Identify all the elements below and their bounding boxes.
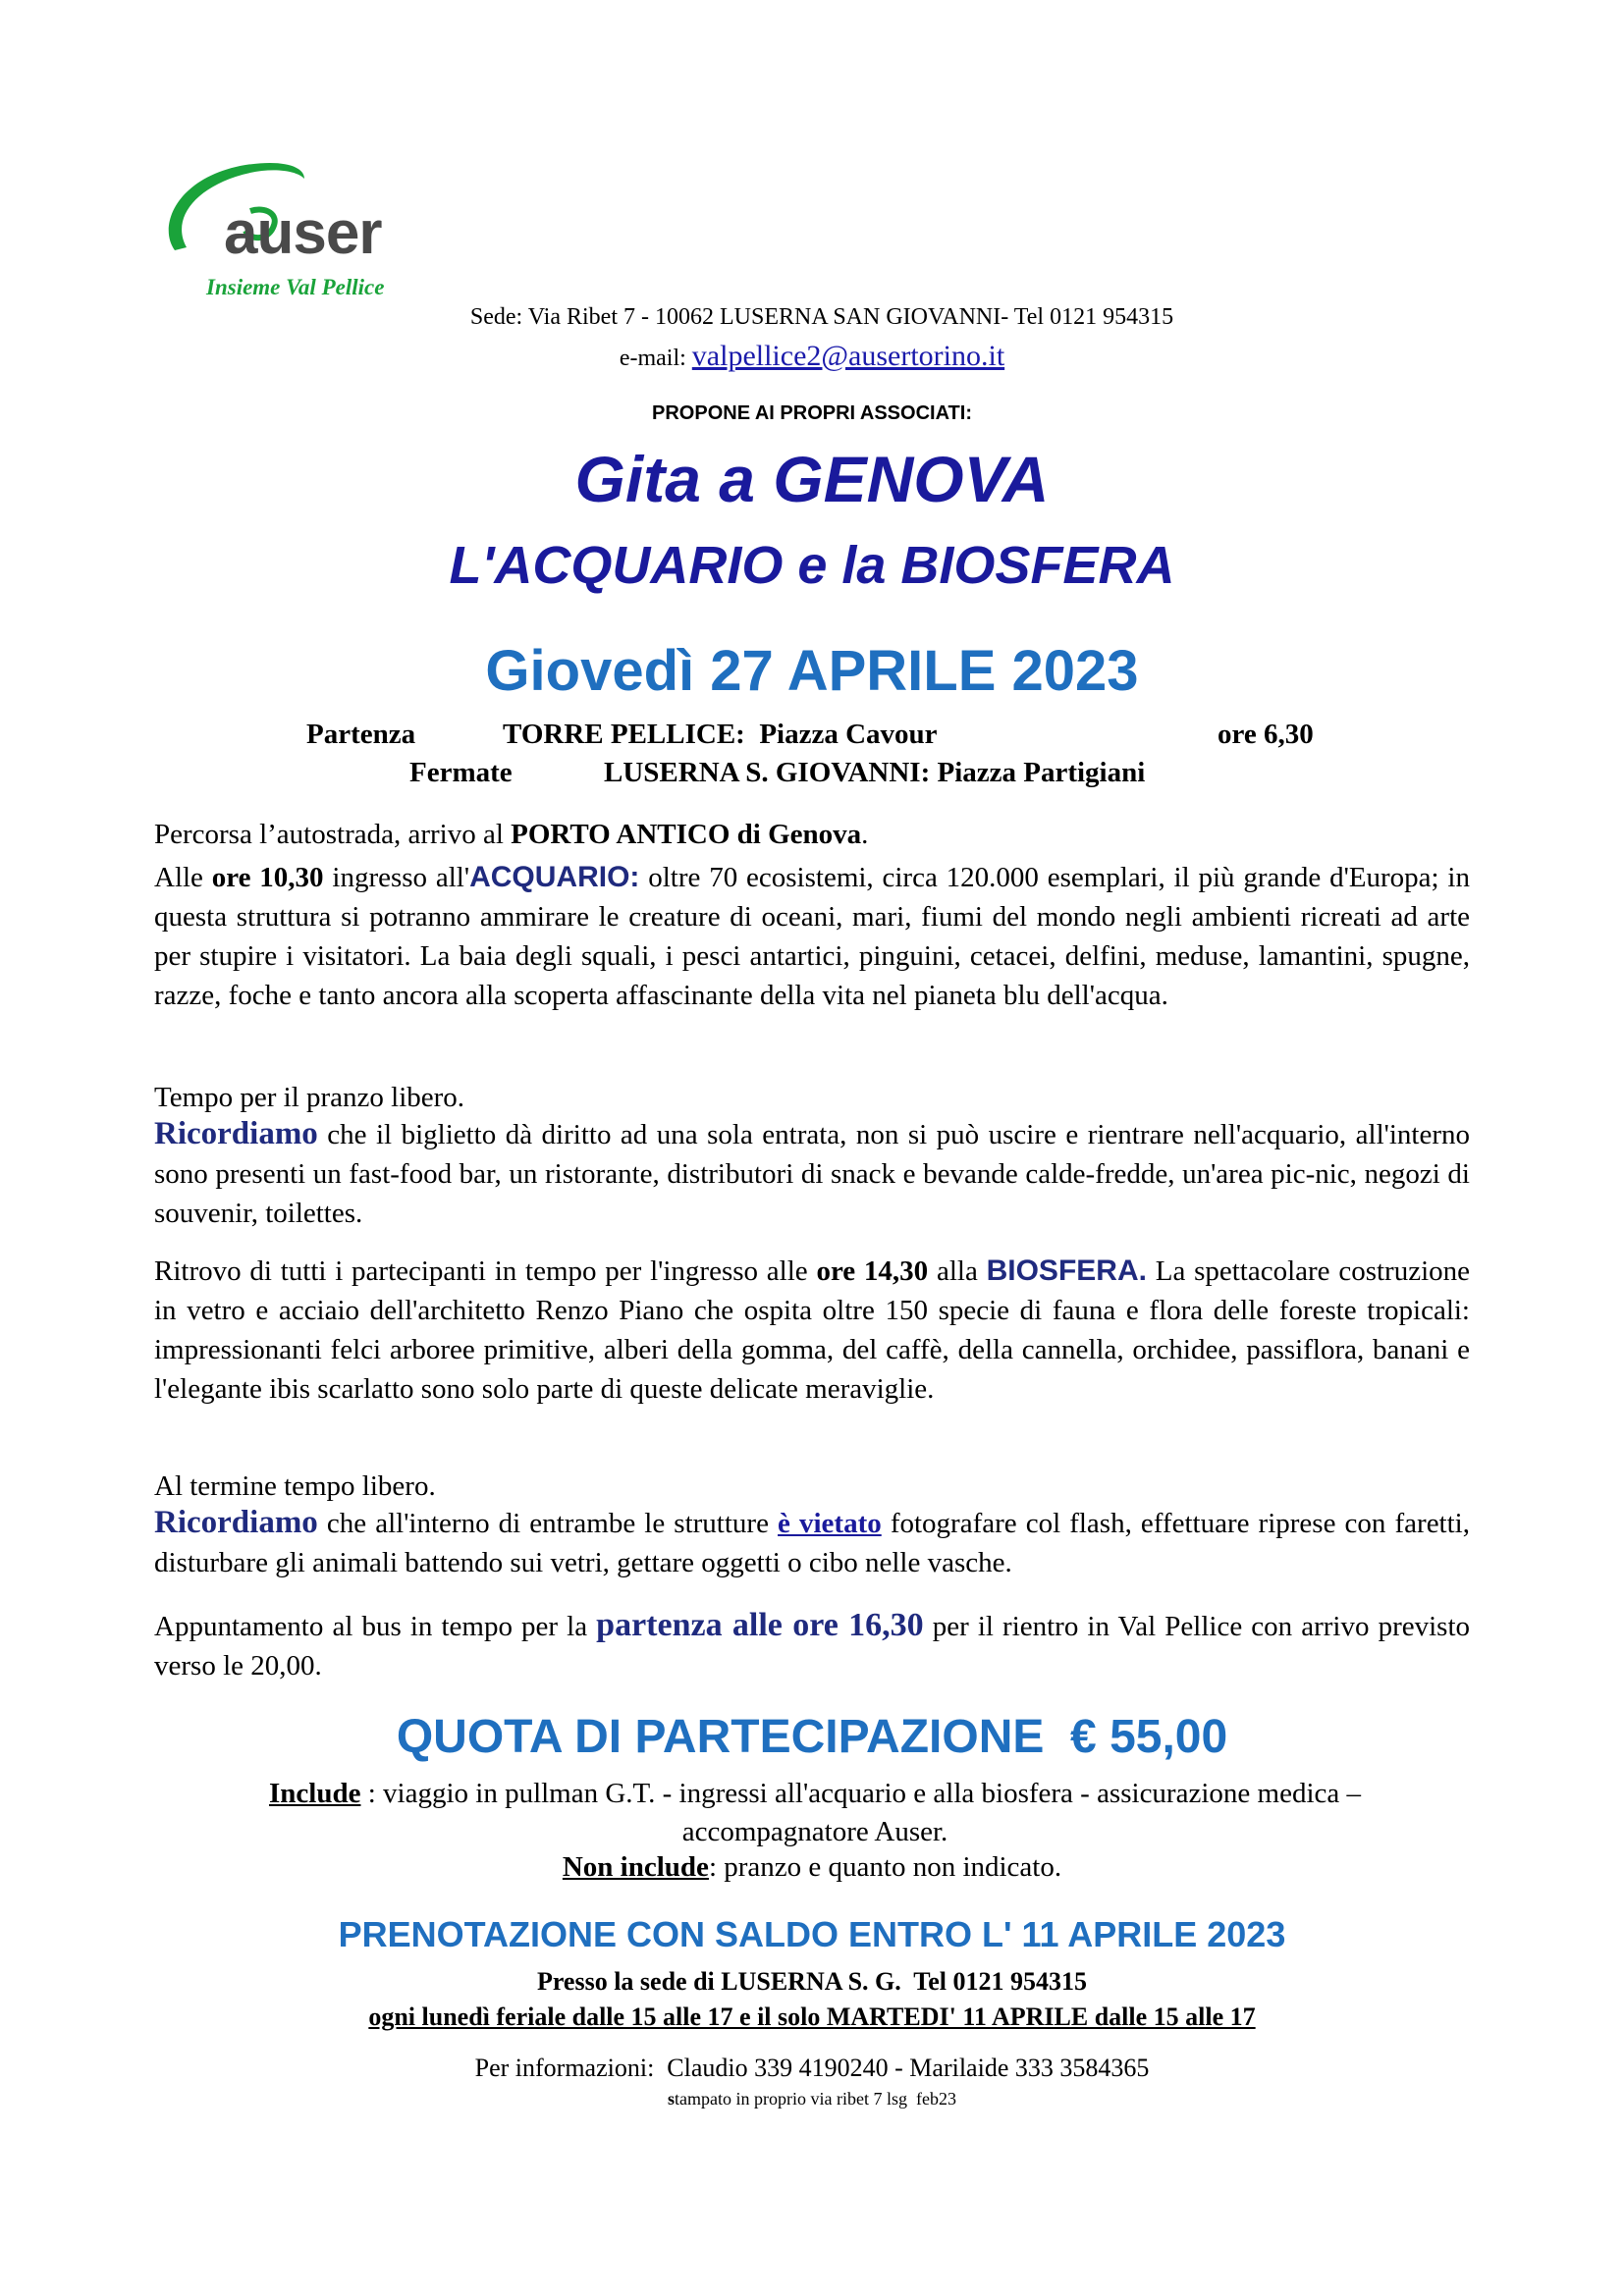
ricordiamo-label: Ricordiamo <box>154 1505 318 1540</box>
text: . <box>861 819 869 850</box>
text: alla <box>928 1255 987 1287</box>
partenza-time: ore 6,30 <box>1218 719 1314 750</box>
text: che all'interno di entrambe le strutture <box>317 1508 779 1539</box>
partenza-place: TORRE PELLICE: Piazza Cavour <box>503 719 938 750</box>
text: Ritrovo di tutti i partecipanti in tempo per l'ingresso alle <box>154 1255 817 1287</box>
partenza-16-30: partenza alle ore 16,30 <box>596 1607 924 1643</box>
text: che il biglietto dà diritto ad una sola entrata, non si può uscire e rientrare nell'acquario, all'interno sono presenti un fast-food bar, un ristorante, distributori di snack e bevande calde-fredde, un'area pic-nic, negozi di souvenir, toilettes. <box>154 1119 1470 1229</box>
include-block <box>177 1775 1453 1851</box>
biosfera-keyword: BIOSFERA. <box>986 1255 1147 1287</box>
include-text: : viaggio in pullman G.T. - ingressi all'acquario e alla biosfera - assicurazione medica – accompagnatore Auser. <box>360 1778 1361 1847</box>
paragraph-biosfera <box>154 1252 1470 1409</box>
time-10-30: ore 10,30 <box>211 862 324 893</box>
logo-text: auser <box>224 199 382 267</box>
partenza-label: Partenza <box>306 719 416 750</box>
email-label: e-mail: <box>619 346 692 371</box>
quota-heading: QUOTA DI PARTECIPAZIONE € 55,00 <box>396 1711 1228 1763</box>
vietato-text: è vietato <box>778 1508 882 1539</box>
time-14-30: ore 14,30 <box>816 1255 929 1287</box>
text: oltre 70 ecosistemi, circa 120.000 esemplari, il più grande d'Europa; in questa struttura si potranno ammirare le creature di oceani, mari, fiumi del mondo negli ambienti ricreati ad arte per stupire i visitatori. La baia degli squali, i pesci antartici, pinguini, cetacei, delfini, meduse, lamantini, spugne, razze, foche e tanto ancora alla scoperta affascinante della vita nel pianeta blu dell'acqua. <box>154 862 1470 1011</box>
text: Alle <box>154 862 212 893</box>
paragraph-ricordiamo-2 <box>154 1503 1470 1582</box>
auser-logo <box>157 157 422 304</box>
porto-antico: PORTO ANTICO di Genova <box>511 819 862 850</box>
fermate-place: LUSERNA S. GIOVANNI: Piazza Partigiani <box>604 757 1146 788</box>
paragraph-ricordiamo-1 <box>154 1114 1470 1233</box>
paragraph-rientro <box>154 1606 1470 1685</box>
include-label: Include <box>268 1778 361 1809</box>
non-include-label: Non include <box>562 1851 709 1883</box>
non-include-line <box>0 1851 1624 1884</box>
booking-sede: Presso la sede di LUSERNA S. G. Tel 0121 954315 <box>536 1967 1088 1996</box>
text: Appuntamento al bus in tempo per la <box>154 1611 597 1642</box>
booking-hours: ogni lunedì feriale dalle 15 alle 17 e il solo MARTEDI' 11 APRILE dalle 15 alle 17 <box>368 2002 1256 2031</box>
text: fotografare col flash, effettuare riprese con faretti, disturbare gli animali battendo sui vetri, gettare oggetti o cibo nelle vasche. <box>154 1508 1470 1578</box>
propone-heading: PROPONE AI PROPRI ASSOCIATI: <box>652 402 972 424</box>
footer-print-note <box>0 2089 1624 2109</box>
paragraph-pranzo: Tempo per il pranzo libero. <box>154 1082 465 1113</box>
footer-initial: s <box>668 2089 676 2109</box>
paragraph-arrival <box>154 815 1470 854</box>
paragraph-acquario <box>154 858 1470 1015</box>
info-line: Per informazioni: Claudio 339 4190240 - Marilaide 333 3584365 <box>474 2054 1150 2082</box>
logo-subtitle: Insieme Val Pellice <box>206 275 385 299</box>
paragraph-tempo-libero: Al termine tempo libero. <box>154 1470 436 1502</box>
email-link[interactable]: valpellice2@ausertorino.it <box>691 340 1005 372</box>
ricordiamo-label: Ricordiamo <box>154 1116 318 1151</box>
text: per il rientro in Val Pellice con arrivo previsto verso le 20,00. <box>154 1611 1470 1682</box>
text: ingresso all' <box>323 862 470 893</box>
title-line2: L'ACQUARIO e la BIOSFERA <box>449 536 1175 595</box>
footer-text: tampato in proprio via ribet 7 lsg feb23 <box>675 2089 956 2109</box>
title-line1: Gita a GENOVA <box>574 443 1050 515</box>
address-line: Sede: Via Ribet 7 - 10062 LUSERNA SAN GIOVANNI- Tel 0121 954315 <box>469 304 1174 330</box>
fermate-label: Fermate <box>409 757 513 788</box>
event-date: Giovedì 27 APRILE 2023 <box>485 639 1139 703</box>
booking-heading: PRENOTAZIONE CON SALDO ENTRO L' 11 APRILE 2023 <box>338 1914 1286 1954</box>
non-include-text: : pranzo e quanto non indicato. <box>708 1851 1062 1883</box>
acquario-keyword: ACQUARIO: <box>469 861 640 893</box>
email-line <box>0 340 1624 373</box>
text: La spettacolare costruzione in vetro e acciaio dell'architetto Renzo Piano che ospita oltre 150 specie di fauna e flora delle foreste tropicali: impressionanti felci arboree primitive, alberi della gomma, del caffè, della cannella, orchidee, passiflora, banani e l'elegante ibis scarlatto sono solo parte di queste delicate meraviglie. <box>154 1255 1471 1405</box>
text: Percorsa l’autostrada, arrivo al <box>154 819 512 850</box>
